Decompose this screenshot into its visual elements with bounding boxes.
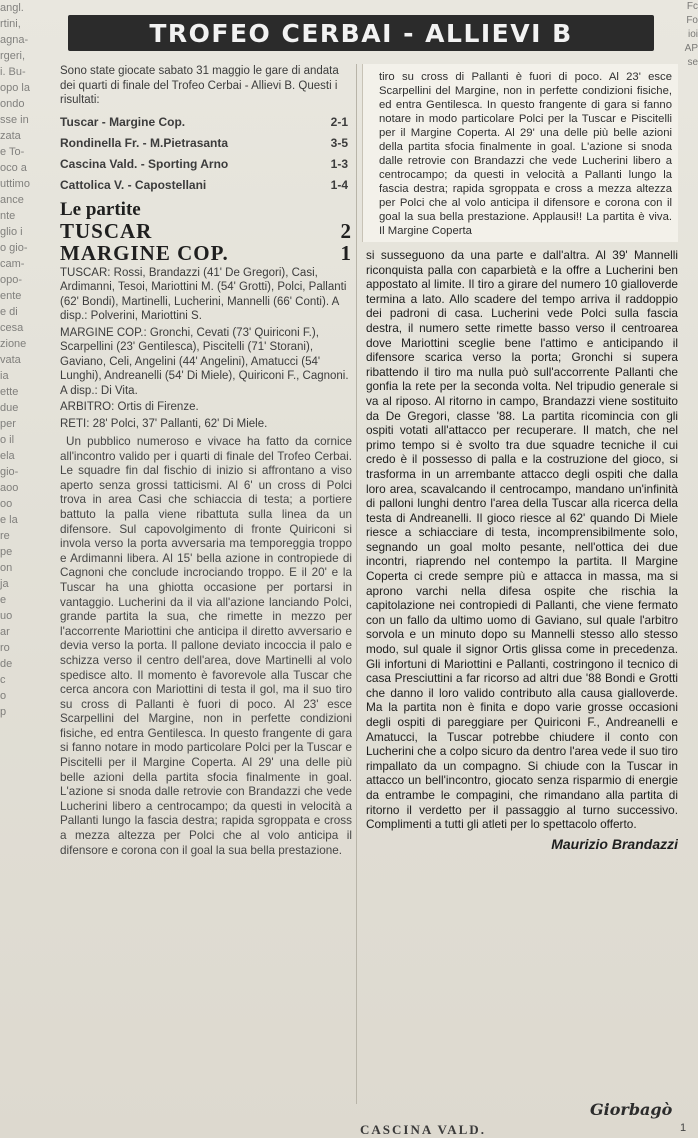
strip-line: agna- — [0, 34, 29, 46]
result-row — [60, 133, 352, 154]
clipping-text: tiro su cross di Pallanti è fuori di poco. Al 23' esce Scarpellini del Margine, non in perfette condizioni fisiche, ed entra Gentilesca. In questo frangente di gara si fanno notare in modo particolare Polci per la Tuscar e Piscitelli per il Margine Coperta. Al 29' una delle più belle azioni della partita sfocia finalmente in goal. L'azione si snoda dalle retrovie con Brandazzi che vede Lucherini libero a centrocampo; da questi in velocità a Pallanti lungo la fascia destra; rapida sgroppata e cross a mezza altezza per Polci che al volo anticipa il difensore e corona con il goal la sua bella prestazione. Applausi!! La partita è viva. Il Margine Coperta — [379, 71, 672, 237]
strip-line: o gio- — [0, 242, 28, 254]
strip-line: per — [0, 418, 16, 430]
strip-line: ioi — [687, 29, 698, 40]
author-name: Maurizio Brandazzi — [551, 835, 678, 852]
strip-line: zata — [0, 130, 21, 142]
overlapping-clipping — [362, 64, 678, 242]
section-title: Le partite — [60, 198, 141, 220]
result-row — [60, 112, 352, 133]
article-title: TROFEO CERBAI - ALLIEVI B — [149, 18, 573, 48]
away-score: 1 — [340, 240, 352, 265]
strip-line: de — [0, 658, 13, 670]
strip-line: opo- — [0, 274, 23, 286]
strip-line: ro — [0, 642, 10, 654]
strip-line: ente — [0, 290, 22, 302]
strip-line: ette — [0, 386, 19, 398]
result-match: Tuscar - Margine Cop. — [60, 114, 186, 129]
result-row — [60, 175, 352, 196]
strip-line: uttimo — [0, 178, 30, 190]
home-score: 2 — [340, 218, 352, 243]
strip-line: Fc — [686, 1, 698, 12]
page-fragment-number: 1 — [680, 1122, 687, 1134]
strip-line: ja — [0, 578, 9, 590]
strip-line: e — [0, 594, 7, 606]
strip-line: o il — [0, 434, 15, 446]
result-match: Rondinella Fr. - M.Pietrasanta — [60, 135, 229, 150]
strip-line: e To- — [0, 146, 25, 158]
formation-tuscar: TUSCAR: Rossi, Brandazzi (41' De Gregori), Casi, Ardimanni, Tesoi, Mariottini M. (54' Grotti), Polci, Pallanti (62' Bondi), Martinelli, Lucherini, Mannelli (66' Conti). A disp.: Polverini, Mariottini S. — [60, 266, 347, 322]
strip-line: nte — [0, 210, 16, 222]
strip-line: i. Bu- — [0, 66, 26, 78]
match-home-line — [60, 220, 352, 242]
strip-line: due — [0, 402, 19, 414]
strip-line: rgeri, — [0, 50, 26, 62]
strip-line: ar — [0, 626, 10, 638]
strip-line: aoo — [0, 482, 19, 494]
article-body-right: si susseguono da una parte e dall'altra. Al 39' Mannelli riconquista palla con caparbietà e la offre a Lucherini ben appostato al limite. Il tiro a girare del numero 10 gialloverde termina a lato. Allo scadere del tempo arriva il raddoppio dei padroni di casa. Lucherini vede Polci sulla fascia destra, il numero sette rimette basso verso il centroarea dove Mariottini sceglie bene l'attimo e anticipando il difensore scarica verso la porta; Gronchi si supera ribattendo il tiro ma nulla può sull'accorrente Pallanti che gonfia la rete per la seconda volta. Nel tripudio generale si va al riposo. Al ritorno in campo, Brandazzi viene sostituito da De Gregori, classe '88. La partita ricomincia con gli ospiti votati all'attacco per recuperare. Il match, che nel primo tempo si è svolto tra due squadre tecniche il cui credo è il possesso di palla e la costruzione del gioco, si trasforma in un arrembante attacco degli ospiti che dalla loro area, scavalcando il centrocampo, mandano un'infinità di palloni lunghi dentro l'area della Tuscar alla ricerca della testa di Andreanelli. Il gioco riesce al 62' quando Di Miele riesce a schiacciare di testa, incomprensibilmente solo, segnando un goal molto pesante, nell'ottica dei due incontri, riaprendo nel contempo la partita. Il Margine Coperta ci crede sempre più e attacca in massa, ma si aprono varchi nella difesa ospite che rischia la capitolazione nei contropiedi di Pallanti, che viene fermato con un fallo da ultimo uomo di Gaviano, sul quale l'arbitro sorvola e un minuto dopo su Mannelli stesso allo stesso modo, sul quale il signor Ortis glissa come in precedenza. Gli infortuni di Mariottini e Pallanti, costringono il tecnico di casa Presciuttini a far ricorso ad altri due '88 Bondi e Grotti che danno il loro valido contributo alla causa gialloverde. Ma la partita non è finita e dopo varie grosse occasioni degli ospiti di pareggiare per Quiriconi F., Andreanelli e Amatucci, la Tuscar potrebbe chiudere il conto con Lucherini che a colpo sicuro da dentro l'area vede il suo tiro rimpallato da un compagno. Si chiude con la Tuscar in attacco un bell'incontro, giocato senza risparmio di energie da entrambe le compagini, che rimandano alla partita di ritorno il verdetto per il passaggio al turno successivo. Complimenti a tutti gli atleti per lo spettacolo offerto. — [366, 248, 678, 832]
strip-line: ela — [0, 450, 15, 462]
strip-line: ance — [0, 194, 24, 206]
strip-line: oo — [0, 498, 13, 510]
left-column — [60, 64, 352, 1134]
result-score: 3-5 — [330, 135, 348, 150]
home-team: TUSCAR — [60, 218, 153, 243]
strip-line: uo — [0, 610, 13, 622]
strip-line: zione — [0, 338, 27, 350]
strip-line: angl. — [0, 2, 24, 14]
adjacent-column-left — [0, 0, 40, 1138]
strip-line: glio i — [0, 226, 23, 238]
strip-line: oco a — [0, 162, 27, 174]
handwritten-signature: Giorbagò — [590, 1100, 673, 1119]
result-score: 1-4 — [330, 177, 348, 192]
strip-line: vata — [0, 354, 21, 366]
strip-line: se — [687, 57, 698, 68]
formation-margine: MARGINE COP.: Gronchi, Cevati (73' Quiriconi F.), Scarpellini (23' Gentilesca), Piscitelli (71' Storani), Gaviano, Celi, Angelini (44' Angelini), Amatucci (54' Lunghi), Andreanelli (54' Di Miele), Quiriconi F., Cagnoni. A disp.: Di Vita. — [60, 326, 349, 397]
intro-paragraph: Sono state giocate sabato 31 maggio le gare di andata dei quarti di finale del Trofeo Cerbai - Allievi B. Questi i risultati: — [60, 65, 339, 106]
strip-line: Fo — [686, 15, 698, 26]
strip-line: o — [0, 690, 7, 702]
strip-line: c — [0, 674, 6, 686]
strip-line: p — [0, 706, 7, 718]
result-match: Cascina Vald. - Sporting Arno — [60, 156, 229, 171]
strip-line: sse in — [0, 114, 29, 126]
strip-line: ondo — [0, 98, 25, 110]
result-match: Cattolica V. - Capostellani — [60, 177, 207, 192]
column-divider — [356, 64, 357, 1104]
article-body-left: Un pubblico numeroso e vivace ha fatto da cornice all'incontro valido per i quarti di finale del Trofeo Cerbai. Le squadre fin dal fischio di inizio si affrontano a viso aperto senza grossi tatticismi. Al 6' un cross di Polci trova in area Casi che schiaccia di testa; a portiere battuto la palla viene ribattuta sulla linea da un difensore. Sul capovolgimento di fronte Quiriconi si invola verso la porta avversaria ma temporeggia troppo e Ardimanni libera. Al 15' bella azione in contropiede di Cagnoni che conclude incrociando troppo. E il 20' e la Tuscar ha una ghiotta occasione per portarsi in vantaggio. Lucherini da il via all'azione lanciando Polci, grande partita la sua, che rimette in mezzo per l'accorrente Mariottini che anticipa il diretto avversario e devia verso la porta. Il pallone deviato incoccia il palo e schizza verso il centro dell'area, dove Martinelli al volo spedisce alto. Il momento è favorevole alla Tuscar che cerca ancora con Mariottini di testa il gol, ma il suo tiro su cross di Pallanti è fuori di poco. Al 23' esce Scarpellini del Margine, non in perfette condizioni fisiche, ed entra Gentilesca. In questo frangente di gara si fanno notare in modo particolare Polci per la Tuscar e Piscitelli per il Margine Coperta. Al 29' una delle più belle azioni della partita sfocia finalmente in goal. L'azione si snoda dalle retrovie con Brandazzi che vede Lucherini libero a centrocampo; da questi in velocità a Pallanti lungo la fascia destra; rapida sgroppata e cross a mezza altezza per Polci che al volo anticipa il difensore e corona con il goal la sua bella prestazione. — [60, 435, 352, 857]
strip-line: pe — [0, 546, 13, 558]
result-score: 1-3 — [330, 156, 348, 171]
strip-line: AP — [684, 43, 698, 54]
strip-line: cam- — [0, 258, 25, 270]
goals-line: RETI: 28' Polci, 37' Pallanti, 62' Di Miele. — [60, 417, 268, 430]
next-article-heading-cut: CASCINA VALD. — [360, 1122, 486, 1137]
strip-line: cesa — [0, 322, 24, 334]
results-list — [60, 112, 352, 196]
strip-line: e la — [0, 514, 18, 526]
away-team: MARGINE COP. — [60, 240, 229, 265]
article-header — [68, 15, 654, 51]
strip-line: opo la — [0, 82, 30, 94]
strip-line: re — [0, 530, 10, 542]
result-score: 2-1 — [330, 114, 348, 129]
strip-line: gio- — [0, 466, 19, 478]
referee-line: ARBITRO: Ortis di Firenze. — [60, 401, 199, 413]
strip-line: e di — [0, 306, 18, 318]
match-away-line — [60, 242, 352, 264]
right-column — [362, 64, 678, 1096]
result-row — [60, 154, 352, 175]
strip-line: on — [0, 562, 13, 574]
strip-line: ia — [0, 370, 9, 382]
strip-line: rtini, — [0, 18, 21, 30]
